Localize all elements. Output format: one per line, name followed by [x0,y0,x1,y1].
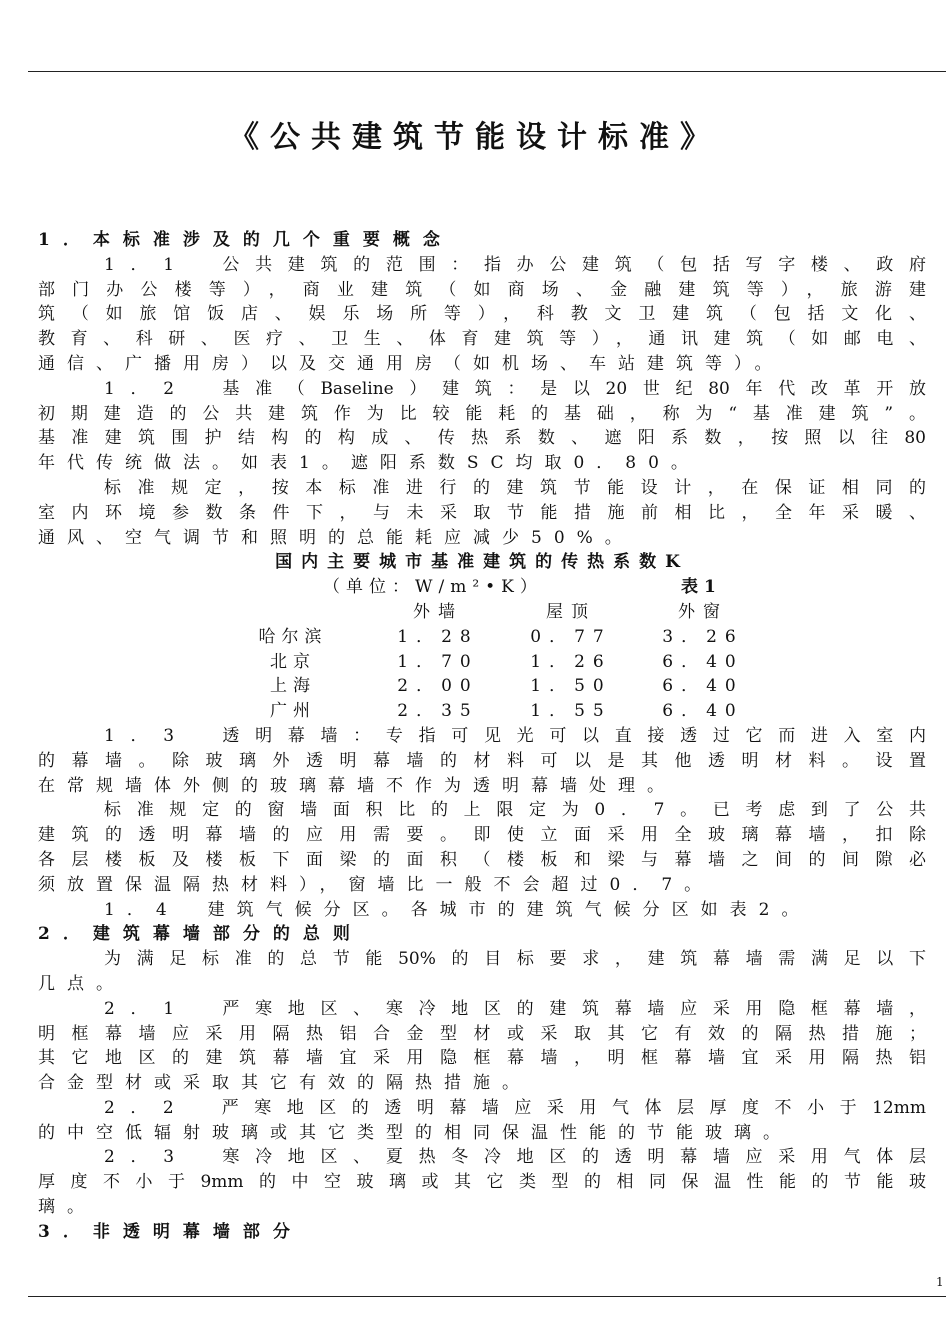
text-line: 1．本标准涉及的几个重要概念 [38,230,453,250]
bottom-rule [28,1296,946,1297]
text-line: 通信、广播用房）以及交通用房（如机场、车站建筑等）。 [38,353,784,374]
table-value-cell: 2．35 [397,701,479,722]
table-city-cell: 哈尔滨 [258,626,328,647]
text-line: 须放置保温隔热材料），窗墙比一般不会超过0．7。 [38,874,714,895]
text-line: 为满足标准的总节能50%的目标要求，建筑幕墙需满足以下 [104,949,926,970]
text-line: 的幕墙。除玻璃外透明幕墙的材料可以是其他透明材料。设置 [38,750,926,771]
text-line: 筑（如旅馆饭店、娱乐场所等），科教文卫建筑（包括文化、 [38,304,926,325]
table-unit: （单位：W/m²•K） [323,577,543,598]
text-line: 1．1 公共建筑的范围：指办公建筑（包括写字楼、政府 [104,254,926,275]
text-line: 标准规定，按本标准进行的建筑节能设计，在保证相同的 [104,477,926,498]
table-header-row [38,600,926,625]
table-value-cell: 1．28 [397,626,479,647]
table-value-cell: 0．77 [530,626,612,647]
table-city-cell: 北京 [270,651,316,672]
text-line: 国内主要城市基准建筑的传热系数K [275,552,689,573]
text-line: 在常规墙体外侧的玻璃幕墙不作为透明幕墙处理。 [38,775,676,796]
table-row [38,625,926,650]
text-line: 1．4 建筑气候分区。各城市的建筑气候分区如表2。 [104,899,811,920]
table-value-cell: 6．40 [662,676,744,697]
document-title: 《公共建筑节能设计标准》 [229,120,721,155]
text-line: 年代传统做法。如表1。遮阳系数SC均取0．80。 [38,453,700,474]
table-label: 表1 [681,577,722,598]
text-line: 通风、空气调节和照明的总能耗应减少50%。 [38,527,634,548]
table-value-cell: 2．00 [397,676,479,697]
table-value-cell: 1．70 [397,651,479,672]
table-value-cell: 6．40 [662,701,744,722]
text-line: 建筑的透明幕墙的应用需要。即使立面采用全玻璃幕墙，扣除 [38,825,926,846]
text-line: 1．2 基准（Baseline）建筑：是以20世纪80年代改革开放 [104,378,926,399]
text-line: 教育、科研、医疗、卫生、体育建筑等），通讯建筑（如邮电、 [38,329,926,350]
table-value-cell: 6．40 [662,651,744,672]
text-line: 基准建筑围护结构的构成、传热系数、遮阳系数，按照以往80 [38,428,926,449]
table-caption-row [38,575,926,600]
document-body [38,228,926,1245]
text-line: 厚度不小于9mm的中空玻璃或其它类型的相同保温性能的节能玻 [38,1172,926,1193]
table-city-cell: 广州 [270,701,316,722]
table-value-cell: 3．26 [662,626,744,647]
text-line: 室内环境参数条件下，与未采取节能措施前相比，全年采暖、 [38,502,926,523]
text-line: 其它地区的建筑幕墙宜采用隐框幕墙，明框幕墙宜采用隔热铝 [38,1048,926,1069]
text-line: 2．1 严寒地区、寒冷地区的建筑幕墙应采用隐框幕墙， [104,998,926,1019]
text-line: 2．3 寒冷地区、夏热冬冷地区的透明幕墙应采用气体层 [104,1147,926,1168]
text-line: 合金型材或采取其它有效的隔热措施。 [38,1073,531,1094]
text-line: 标准规定的窗墙面积比的上限定为0．7。已考虑到了公共 [104,800,926,821]
table-row [38,699,926,724]
text-line: 初期建造的公共建筑作为比较能耗的基础，称为“基准建筑”。 [38,403,926,424]
table-city-cell: 上海 [270,676,316,697]
table-value-cell: 1．26 [530,651,612,672]
text-line: 各层楼板及楼板下面梁的面积（楼板和梁与幕墙之间的间隙必 [38,849,926,870]
text-line: 部门办公楼等），商业建筑（如商场、金融建筑等），旅游建 [38,279,926,300]
text-line: 几点。 [38,973,125,994]
table-value-cell: 1．55 [530,701,612,722]
section-1-text [38,228,926,575]
text-line: 的中空低辐射玻璃或其它类型的相同保温性能的节能玻璃。 [38,1122,792,1143]
section-1-2-3-text [38,724,926,1245]
table-header: 外窗 [678,601,728,622]
table-row [38,674,926,699]
table-header: 屋顶 [546,601,596,622]
table-value-cell: 1．50 [530,676,612,697]
text-line: 3．非透明幕墙部分 [38,1221,303,1242]
page-number: 1 [936,1275,944,1289]
text-line: 2．建筑幕墙部分的总则 [38,924,363,945]
table-row [38,650,926,675]
text-line: 璃。 [38,1197,96,1218]
text-line: 1．3 透明幕墙：专指可见光可以直接透过它而进入室内 [104,725,926,746]
top-rule [28,71,946,72]
table-header: 外墙 [413,601,463,622]
heat-transfer-table [38,625,926,724]
text-line: 明框幕墙应采用隔热铝合金型材或采取其它有效的隔热措施； [38,1023,926,1044]
text-line: 2．2 严寒地区的透明幕墙应采用气体层厚度不小于12mm [104,1097,926,1118]
